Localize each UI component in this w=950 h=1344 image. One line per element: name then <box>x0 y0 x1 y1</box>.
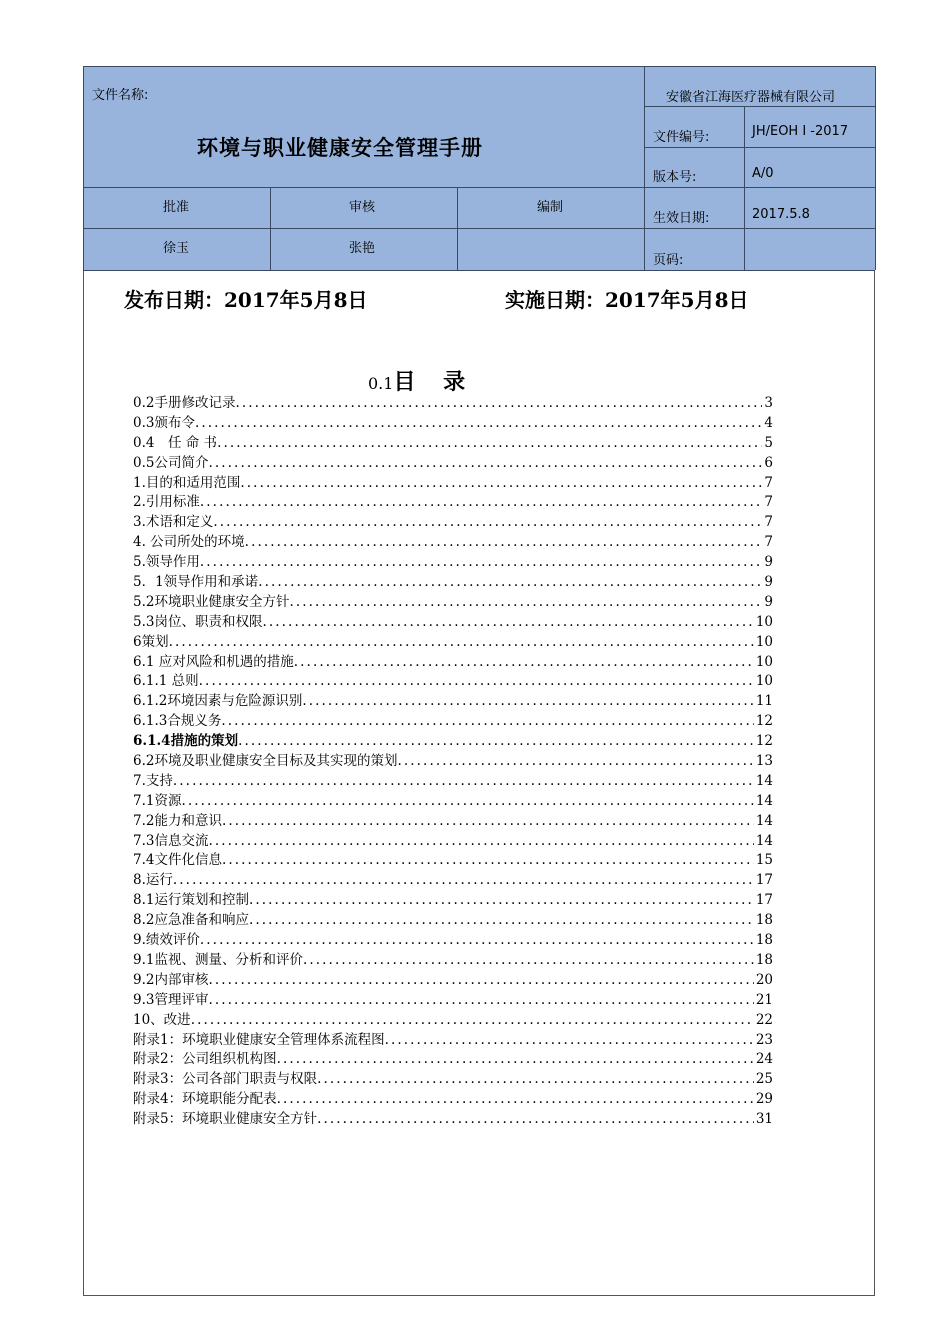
toc-leader-dots <box>222 851 754 871</box>
doc-no-label: 文件编号: <box>653 130 710 145</box>
toc-entry-label: 5.2环境职业健康安全方针 <box>133 593 290 610</box>
toc-entry-page: 11 <box>755 693 773 710</box>
toc-entry-label: 6.1.3合规义务 <box>133 713 222 730</box>
toc-entry[interactable] <box>133 1070 773 1090</box>
toc-leader-dots <box>317 1110 754 1130</box>
toc-entry-label: 0.3颁布令 <box>133 414 195 431</box>
toc-entry-label: 9.绩效评价 <box>133 932 200 949</box>
toc-entry-page: 7 <box>764 534 773 551</box>
manual-title: 环境与职业健康安全管理手册 <box>197 136 483 160</box>
toc-entry-page: 6 <box>764 454 773 471</box>
toc-entry[interactable] <box>133 454 773 474</box>
toc-leader-dots <box>173 772 754 792</box>
toc-entry-label: 0.4 任 命 书 <box>133 434 218 451</box>
reviewer-name: 张艳 <box>349 241 376 256</box>
toc-entry-label: 7.1资源 <box>133 792 182 809</box>
toc-entry[interactable] <box>133 414 773 434</box>
toc-leader-dots <box>181 792 753 812</box>
toc-entry-page: 22 <box>755 1011 773 1028</box>
toc-title-number: 0.1 <box>368 374 394 393</box>
toc-leader-dots <box>200 553 763 573</box>
toc-entry[interactable] <box>133 971 773 991</box>
toc-leader-dots <box>200 931 754 951</box>
version-value: A/0 <box>752 166 774 181</box>
toc-entry-page: 23 <box>755 1031 773 1048</box>
toc-leader-dots <box>289 593 762 613</box>
toc-entry[interactable] <box>133 891 773 911</box>
toc-entry-page: 18 <box>755 951 773 968</box>
effective-date-value: 2017.5.8 <box>752 207 810 222</box>
toc-entry[interactable] <box>133 593 773 613</box>
toc-entry-label: 7.支持 <box>133 772 173 789</box>
toc-entry-page: 14 <box>755 772 773 789</box>
implement-date: 实施日期：2017年5月8日 <box>505 288 749 312</box>
toc-entry-page: 10 <box>755 653 773 670</box>
toc-entry-page: 7 <box>764 494 773 511</box>
toc-leader-dots <box>213 513 762 533</box>
toc-entry-page: 9 <box>764 574 773 591</box>
toc-leader-dots <box>303 951 754 971</box>
toc-leader-dots <box>258 573 762 593</box>
toc-entry-page: 9 <box>764 593 773 610</box>
version-label: 版本号: <box>653 170 697 185</box>
toc-leader-dots <box>169 633 754 653</box>
toc-entry-page: 25 <box>755 1071 773 1088</box>
toc-entry-page: 13 <box>755 753 773 770</box>
file-name-label: 文件名称: <box>92 88 149 103</box>
approve-label: 批准 <box>163 200 190 215</box>
toc-entry-page: 14 <box>755 792 773 809</box>
toc-leader-dots <box>317 1070 754 1090</box>
effective-date-label: 生效日期: <box>653 211 710 226</box>
toc-entry[interactable] <box>133 931 773 951</box>
toc-entry-label: 9.3管理评审 <box>133 991 209 1008</box>
toc-leader-dots <box>385 1031 754 1051</box>
approver-name: 徐玉 <box>163 241 190 256</box>
toc-leader-dots <box>222 812 754 832</box>
toc-entry-label: 附录1：环境职业健康安全管理体系流程图 <box>133 1031 385 1048</box>
toc-entry[interactable] <box>133 871 773 891</box>
toc-entry[interactable] <box>133 951 773 971</box>
toc-entry-label: 8.运行 <box>133 872 173 889</box>
toc-entry-page: 9 <box>764 554 773 571</box>
toc-leader-dots <box>208 971 753 991</box>
toc-entry-label: 6.1.4措施的策划 <box>133 733 239 750</box>
toc-entry-page: 5 <box>764 434 773 451</box>
toc-entry-page: 18 <box>755 932 773 949</box>
toc-leader-dots <box>277 1090 754 1110</box>
toc-entry[interactable] <box>133 474 773 494</box>
toc-entry-label: 8.1运行策划和控制 <box>133 892 249 909</box>
toc-leader-dots <box>217 434 762 454</box>
toc-leader-dots <box>199 672 754 692</box>
publish-date: 发布日期：2017年5月8日 <box>124 288 368 312</box>
toc-entry-label: 7.2能力和意识 <box>133 812 222 829</box>
table-of-contents <box>133 394 773 1130</box>
toc-entry-page: 12 <box>755 733 773 750</box>
toc-entry-label: 1.目的和适用范围 <box>133 474 241 491</box>
toc-entry-page: 24 <box>755 1051 773 1068</box>
toc-entry[interactable] <box>133 991 773 1011</box>
toc-leader-dots <box>245 533 763 553</box>
toc-leader-dots <box>249 891 754 911</box>
toc-entry-page: 10 <box>755 673 773 690</box>
toc-entry-label: 附录3：公司各部门职责与权限 <box>133 1071 318 1088</box>
toc-entry-label: 6.2环境及职业健康安全目标及其实现的策划 <box>133 753 398 770</box>
toc-entry[interactable] <box>133 911 773 931</box>
doc-no-value: JH/EOH Ⅰ -2017 <box>752 124 849 139</box>
toc-entry[interactable] <box>133 851 773 871</box>
toc-entry-label: 0.5公司简介 <box>133 454 209 471</box>
toc-leader-dots <box>191 1011 754 1031</box>
toc-entry-label: 6策划 <box>133 633 169 650</box>
toc-entry-page: 14 <box>755 812 773 829</box>
toc-entry-label: 6.1.1 总则 <box>133 673 199 690</box>
toc-leader-dots <box>208 991 753 1011</box>
toc-entry-page: 31 <box>755 1111 773 1128</box>
toc-entry-page: 29 <box>755 1091 773 1108</box>
toc-leader-dots <box>208 454 762 474</box>
toc-entry-label: 9.2内部审核 <box>133 971 209 988</box>
toc-entry[interactable] <box>133 633 773 653</box>
toc-entry-label: 10、改进 <box>133 1011 191 1028</box>
toc-entry-page: 15 <box>755 852 773 869</box>
toc-entry-label: 5.领导作用 <box>133 554 200 571</box>
toc-entry[interactable] <box>133 533 773 553</box>
toc-entry[interactable] <box>133 1090 773 1110</box>
toc-entry[interactable] <box>133 434 773 454</box>
toc-entry[interactable] <box>133 792 773 812</box>
toc-entry-label: 7.3信息交流 <box>133 832 209 849</box>
page-number-label: 页码: <box>653 253 684 268</box>
toc-entry[interactable] <box>133 672 773 692</box>
toc-entry-label: 9.1监视、测量、分析和评价 <box>133 951 303 968</box>
toc-title-text: 目 录 <box>393 369 476 395</box>
toc-entry-page: 21 <box>755 991 773 1008</box>
toc-entry-label: 0.2手册修改记录 <box>133 395 236 411</box>
toc-leader-dots <box>277 1050 754 1070</box>
toc-entry[interactable] <box>133 493 773 513</box>
toc-entry-page: 10 <box>755 613 773 630</box>
toc-entry[interactable] <box>133 394 773 414</box>
toc-entry[interactable] <box>133 513 773 533</box>
toc-entry-label: 7.4文件化信息 <box>133 852 222 869</box>
toc-entry-page: 17 <box>755 892 773 909</box>
compile-label: 编制 <box>537 200 564 215</box>
toc-leader-dots <box>208 832 753 852</box>
toc-entry[interactable] <box>133 772 773 792</box>
toc-entry[interactable] <box>133 1050 773 1070</box>
toc-entry-label: 6.1 应对风险和机遇的措施 <box>133 653 294 670</box>
toc-entry[interactable] <box>133 653 773 673</box>
toc-entry[interactable] <box>133 573 773 593</box>
toc-entry-label: 5.3岗位、职责和权限 <box>133 613 263 630</box>
toc-entry[interactable] <box>133 692 773 712</box>
review-label: 审核 <box>349 200 376 215</box>
toc-title <box>368 365 475 396</box>
toc-leader-dots <box>262 613 753 633</box>
toc-leader-dots <box>173 871 754 891</box>
toc-leader-dots <box>200 493 763 513</box>
toc-leader-dots <box>235 394 762 414</box>
toc-entry-page: 3 <box>764 395 773 411</box>
toc-leader-dots <box>294 653 754 673</box>
toc-entry-label: 6.1.2环境因素与危险源识别 <box>133 693 303 710</box>
toc-leader-dots <box>397 752 753 772</box>
toc-leader-dots <box>238 732 754 752</box>
toc-leader-dots <box>302 692 753 712</box>
toc-entry[interactable] <box>133 812 773 832</box>
toc-entry-label: 8.2应急准备和响应 <box>133 912 249 929</box>
toc-leader-dots <box>195 414 762 434</box>
toc-entry-label: 附录5：环境职业健康安全方针 <box>133 1111 318 1128</box>
toc-entry-page: 17 <box>755 872 773 889</box>
toc-leader-dots <box>221 712 753 732</box>
toc-entry-label: 附录4：环境职能分配表 <box>133 1091 277 1108</box>
toc-entry[interactable] <box>133 1031 773 1051</box>
toc-leader-dots <box>249 911 754 931</box>
toc-entry-page: 20 <box>755 971 773 988</box>
toc-entry-label: 附录2：公司组织机构图 <box>133 1051 277 1068</box>
toc-entry-label: 2.引用标准 <box>133 494 200 511</box>
toc-entry-page: 4 <box>764 414 773 431</box>
toc-entry[interactable] <box>133 1011 773 1031</box>
toc-entry-label: 5．1领导作用和承诺 <box>133 574 259 591</box>
toc-entry-page: 12 <box>755 713 773 730</box>
toc-entry[interactable] <box>133 712 773 732</box>
toc-entry-page: 10 <box>755 633 773 650</box>
toc-leader-dots <box>240 474 762 494</box>
toc-entry-page: 18 <box>755 912 773 929</box>
toc-entry-page: 7 <box>764 514 773 531</box>
toc-entry[interactable] <box>133 732 773 752</box>
company-name: 安徽省江海医疗器械有限公司 <box>666 90 836 105</box>
toc-entry-label: 4. 公司所处的环境 <box>133 534 245 551</box>
toc-entry-page: 14 <box>755 832 773 849</box>
toc-entry[interactable] <box>133 752 773 772</box>
toc-entry-label: 3.术语和定义 <box>133 514 214 531</box>
toc-entry[interactable] <box>133 553 773 573</box>
toc-entry[interactable] <box>133 832 773 852</box>
toc-entry-page: 7 <box>764 474 773 491</box>
toc-entry[interactable] <box>133 1110 773 1130</box>
toc-entry[interactable] <box>133 613 773 633</box>
